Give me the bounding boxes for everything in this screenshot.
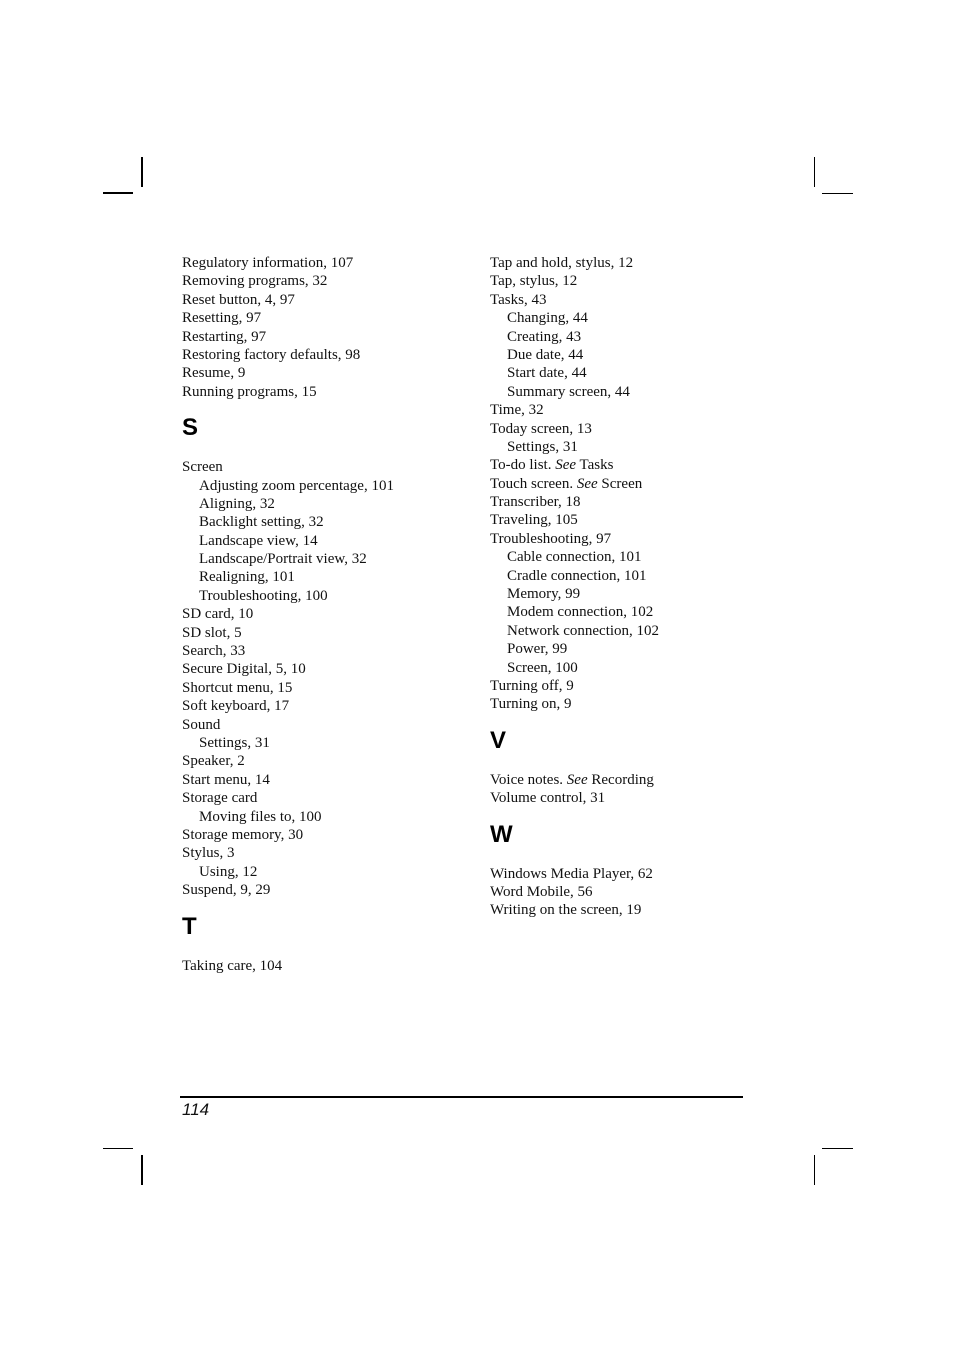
index-entry: Tap, stylus, 12 [490, 273, 578, 290]
crop-mark-top-left-vertical [141, 157, 143, 187]
index-entry: Storage card [182, 790, 258, 807]
index-entry: Screen [182, 459, 223, 476]
entry-term: Voice notes. [490, 771, 567, 788]
section-letter-s: S [182, 414, 199, 442]
index-entry: SD card, 10 [182, 606, 254, 623]
index-entry: Time, 32 [490, 402, 544, 419]
index-subentry: Screen, 100 [507, 659, 578, 676]
index-column-right [490, 254, 780, 920]
index-entry: Word Mobile, 56 [490, 883, 593, 900]
index-entry: Transcriber, 18 [490, 494, 581, 511]
index-subentry: Power, 99 [507, 641, 568, 658]
index-subentry: Cable connection, 101 [507, 549, 642, 566]
index-subentry: Creating, 43 [507, 328, 582, 345]
index-entry: Taking care, 104 [182, 957, 283, 974]
index-column-left [182, 254, 472, 975]
index-entry: Speaker, 2 [182, 753, 245, 770]
index-subentry: Cradle connection, 101 [507, 567, 647, 584]
index-entry: Writing on the screen, 19 [490, 902, 642, 919]
index-group-r [182, 254, 472, 401]
index-group-t-continued [490, 254, 780, 714]
index-entry: SD slot, 5 [182, 624, 242, 641]
crop-mark-bottom-left-vertical [141, 1155, 143, 1185]
index-entry: Reset button, 4, 97 [182, 291, 295, 308]
see-target: Tasks [576, 457, 614, 474]
index-subentry: Memory, 99 [507, 586, 581, 603]
index-group-t [182, 957, 472, 975]
index-subentry: Moving files to, 100 [199, 808, 322, 825]
index-entry: Storage memory, 30 [182, 826, 304, 843]
index-subentry: Due date, 44 [507, 346, 584, 363]
index-entry: Turning on, 9 [490, 696, 572, 713]
entry-term: To-do list. [490, 457, 556, 474]
index-entry-cross-reference [490, 771, 780, 789]
index-entry: Secure Digital, 5, 10 [182, 661, 306, 678]
index-entry: Stylus, 3 [182, 845, 235, 862]
index-entry: Suspend, 9, 29 [182, 882, 271, 899]
section-letter-v: V [490, 726, 507, 754]
index-subentry: Changing, 44 [507, 310, 588, 327]
index-subentry: Realigning, 101 [199, 569, 295, 586]
index-entry: Removing programs, 32 [182, 273, 328, 290]
see-label: See [576, 475, 598, 492]
index-entry: Restarting, 97 [182, 328, 267, 345]
see-target: Screen [597, 475, 643, 492]
index-entry: Traveling, 105 [490, 512, 578, 529]
see-label: See [566, 771, 588, 788]
index-entry: Running programs, 15 [182, 383, 317, 400]
section-letter-t: T [182, 912, 197, 940]
crop-mark-bottom-left-horizontal [103, 1148, 133, 1149]
index-entry: Turning off, 9 [490, 677, 574, 694]
index-group-w [490, 865, 780, 920]
index-subentry: Backlight setting, 32 [199, 514, 324, 531]
crop-mark-top-right-vertical [814, 157, 815, 187]
index-entry: Tap and hold, stylus, 12 [490, 255, 634, 271]
index-entry: Start menu, 14 [182, 771, 270, 788]
index-subentry: Using, 12 [199, 863, 258, 880]
index-subentry: Start date, 44 [507, 365, 587, 382]
index-entry: Search, 33 [182, 643, 246, 660]
index-entry-cross-reference [490, 475, 780, 493]
index-entry: Regulatory information, 107 [182, 255, 354, 271]
index-entry: Today screen, 13 [490, 420, 592, 437]
index-entry: Shortcut menu, 15 [182, 679, 293, 696]
crop-mark-top-right-horizontal [822, 193, 853, 194]
index-entry: Resetting, 97 [182, 310, 262, 327]
index-subentry: Settings, 31 [199, 734, 270, 751]
crop-mark-bottom-right-horizontal [822, 1148, 853, 1149]
index-group-v [490, 771, 780, 808]
index-entry: Restoring factory defaults, 98 [182, 346, 361, 363]
index-entry: Tasks, 43 [490, 291, 547, 308]
index-subentry: Network connection, 102 [507, 622, 660, 639]
page-number: 114 [182, 1100, 210, 1119]
index-subentry: Modem connection, 102 [507, 604, 654, 621]
index-subentry: Landscape view, 14 [199, 532, 318, 549]
index-entry: Windows Media Player, 62 [490, 865, 653, 882]
index-subentry: Settings, 31 [507, 438, 578, 455]
index-subentry: Aligning, 32 [199, 495, 275, 512]
index-entry-cross-reference [490, 456, 780, 474]
index-group-s [182, 458, 472, 899]
index-entry: Sound [182, 716, 221, 733]
crop-mark-top-left-horizontal [103, 192, 133, 194]
crop-mark-bottom-right-vertical [814, 1155, 815, 1185]
entry-term: Touch screen. [490, 475, 577, 492]
index-entry: Volume control, 31 [490, 790, 606, 807]
index-subentry: Landscape/Portrait view, 32 [199, 551, 367, 568]
index-subentry: Summary screen, 44 [507, 383, 630, 400]
see-label: See [555, 457, 577, 474]
index-entry: Resume, 9 [182, 365, 246, 382]
index-subentry: Adjusting zoom percentage, 101 [199, 477, 394, 494]
see-target: Recording [587, 771, 654, 788]
index-entry: Troubleshooting, 97 [490, 530, 612, 547]
section-letter-w: W [490, 820, 513, 848]
index-entry: Soft keyboard, 17 [182, 698, 290, 715]
index-subentry: Troubleshooting, 100 [199, 587, 328, 604]
footer-rule [180, 1096, 743, 1098]
